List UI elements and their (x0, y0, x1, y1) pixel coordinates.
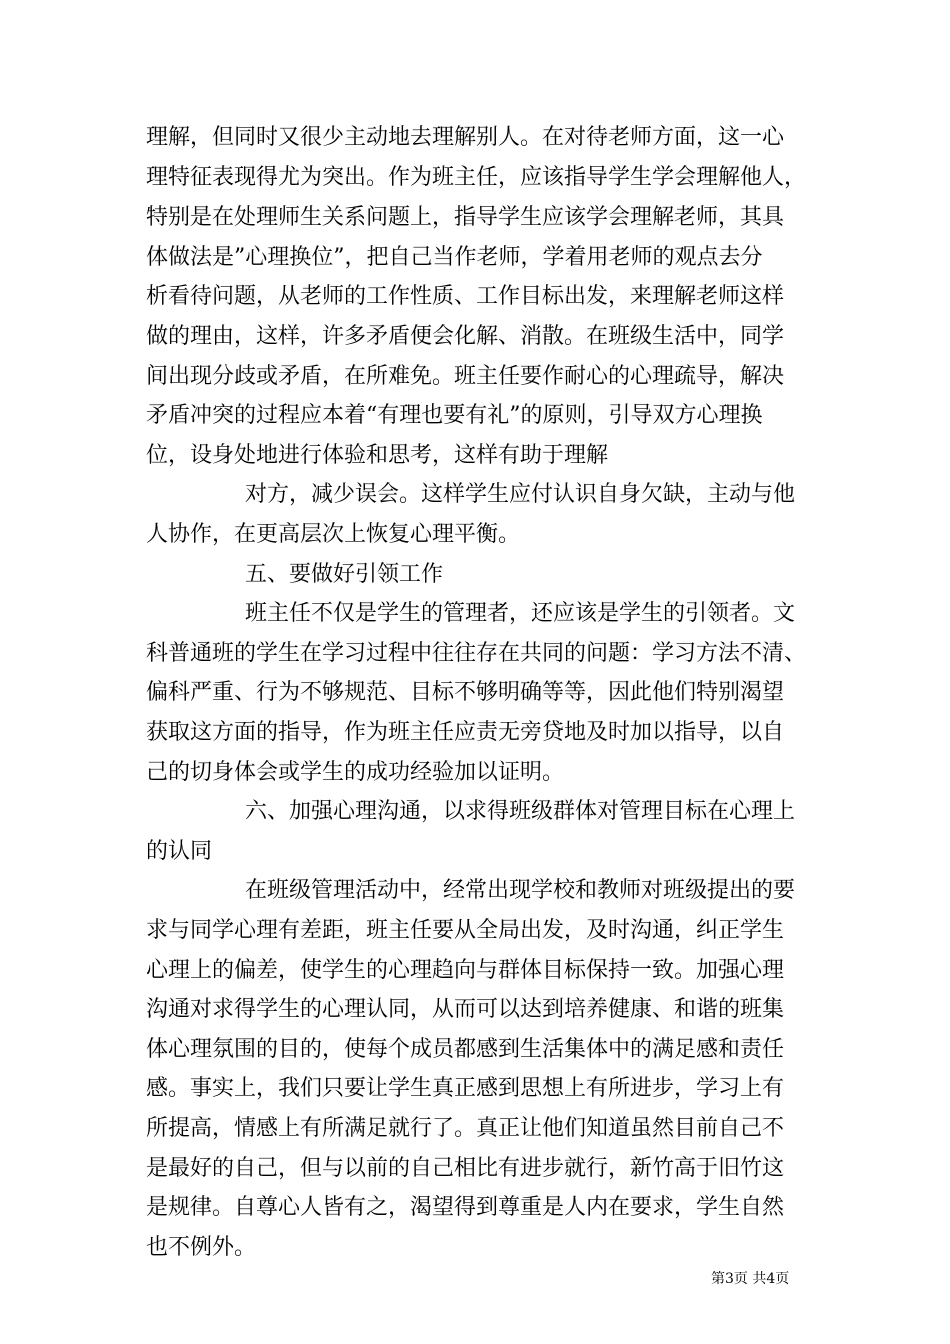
text-line: 求与同学心理有差距，班主任要从全局出发，及时沟通，纠正学生 (146, 918, 785, 943)
text-line: 做的理由，这样，许多矛盾便会化解、消散。在班级生活中，同学 (146, 324, 785, 349)
text-line: 获取这方面的指导，作为班主任应责无旁贷地及时加以指导，以自 (146, 720, 785, 745)
page-number-footer: 第3页 共4页 (711, 1271, 790, 1287)
section-heading: 五、要做好引领工作 (245, 562, 444, 587)
section-heading: 六、加强心理沟通，以求得班级群体对管理目标在心理上 (245, 799, 796, 824)
text-line: 科普通班的学生在学习过程中往往存在共同的问题：学习方法不清、 (146, 641, 807, 666)
text-line: 理解，但同时又很少主动地去理解别人。在对待老师方面，这一心 (146, 125, 785, 150)
text-line: 人协作，在更高层次上恢复心理平衡。 (146, 522, 521, 547)
text-line: 是最好的自己，但与以前的自己相比有进步就行，新竹高于旧竹这 (146, 1156, 785, 1181)
text-line: 特别是在处理师生关系问题上，指导学生应该学会理解老师，其具 (146, 205, 785, 230)
text-line: 对方，减少误会。这样学生应付认识自身欠缺，主动与他 (245, 482, 796, 507)
text-line: 班主任不仅是学生的管理者，还应该是学生的引领者。文 (245, 601, 796, 626)
text-line: 沟通对求得学生的心理认同，从而可以达到培养健康、和谐的班集 (146, 997, 785, 1022)
section-heading-cont: 的认同 (146, 839, 213, 864)
text-line: 偏科严重、行为不够规范、目标不够明确等等，因此他们特别渴望 (146, 680, 785, 705)
text-line: 位，设身处地进行体验和思考，这样有助于理解 (146, 443, 609, 468)
text-line: 所提高，情感上有所满足就行了。真正让他们知道虽然目前自己不 (146, 1116, 785, 1141)
text-line: 间出现分歧或矛盾，在所难免。班主任要作耐心的心理疏导，解决 (146, 364, 785, 389)
text-line: 体心理氛围的目的，使每个成员都感到生活集体中的满足感和责任 (146, 1037, 785, 1062)
text-line: 心理上的偏差，使学生的心理趋向与群体目标保持一致。加强心理 (146, 958, 785, 983)
text-line: 体做法是”心理换位”，把自己当作老师，学着用老师的观点去分 (146, 245, 763, 270)
text-line: 理特征表现得尤为突出。作为班主任，应该指导学生学会理解他人， (146, 165, 807, 190)
text-line: 也不例外。 (146, 1235, 257, 1260)
text-line: 感。事实上，我们只要让学生真正感到思想上有所进步，学习上有 (146, 1076, 785, 1101)
text-line: 矛盾冲突的过程应本着“有理也要有礼”的原则，引导双方心理换 (146, 403, 763, 428)
text-line: 己的切身体会或学生的成功经验加以证明。 (146, 760, 565, 785)
text-line: 在班级管理活动中，经常出现学校和教师对班级提出的要 (245, 878, 796, 903)
text-line: 析看待问题，从老师的工作性质、工作目标出发，来理解老师这样 (146, 284, 785, 309)
text-line: 是规律。自尊心人皆有之，渴望得到尊重是人内在要求，学生自然 (146, 1195, 785, 1220)
